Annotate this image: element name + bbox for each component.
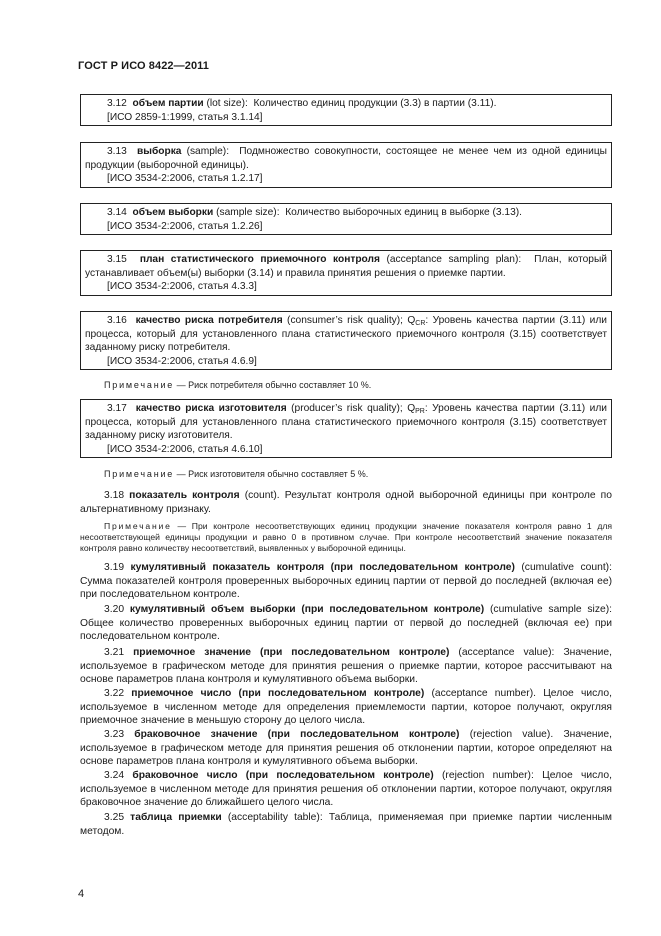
note-text: — Риск изготовителя обычно составляет 5 %. bbox=[176, 469, 369, 479]
term-title: качество риска потребителя bbox=[135, 315, 283, 326]
note-3-17 bbox=[104, 469, 612, 481]
term-english: (acceptance number). bbox=[431, 688, 536, 699]
term-box-3-15 bbox=[80, 250, 612, 296]
note-label: Примечание bbox=[104, 469, 175, 479]
term-title: кумулятивный объем выборки (при последовательном контроле) bbox=[129, 604, 485, 615]
page-number: 4 bbox=[78, 888, 85, 900]
note-text: — Риск потребителя обычно составляет 10 %. bbox=[176, 380, 372, 390]
term-3-19 bbox=[80, 561, 612, 602]
term-english: (count). bbox=[244, 490, 280, 501]
term-number: 3.14 bbox=[107, 207, 127, 218]
term-number: 3.19 bbox=[104, 562, 125, 573]
term-definition: Таблица, применяемая при приемке партии численным методом. bbox=[80, 812, 612, 837]
note-label: Примечание bbox=[104, 521, 172, 531]
term-definition: Сумма показателей контроля проверенных выборочных единиц партии от первой до последней (включая ее) при последовательном контроле. bbox=[80, 575, 612, 601]
term-box-3-17 bbox=[80, 399, 612, 458]
term-box-3-12 bbox=[80, 94, 612, 126]
term-reference: [ИСО 2859-1:1999, статья 3.1.14] bbox=[107, 111, 263, 123]
term-box-3-13 bbox=[80, 142, 612, 188]
term-title: выборка bbox=[137, 146, 182, 157]
term-reference: [ИСО 3534-2:2006, статья 1.2.17] bbox=[107, 173, 263, 184]
term-definition: : Уровень качества партии (3.11) или процесса, который для установленного плана статистического приемочного контроля (3.15) соответствует заданному риску потребителя. bbox=[85, 315, 607, 353]
term-english: (producer’s risk quality); Q bbox=[291, 403, 416, 414]
term-title: приемочное значение (при последовательном контроле) bbox=[133, 647, 450, 658]
term-title: приемочное число (при последовательном контроле) bbox=[131, 688, 425, 699]
note-label: Примечание bbox=[104, 380, 175, 390]
term-box-3-14 bbox=[80, 203, 612, 235]
term-title: браковочное число (при последовательном контроле) bbox=[132, 770, 434, 781]
term-definition: Значение, используемое в графическом методе для принятия решения об отклонении партии, которое определяют на основе параметров плана контроля и кумулятивного объема выборки. bbox=[80, 729, 612, 768]
term-definition: Результат контроля одной выборочной единицы при контроле по альтернативному признаку. bbox=[80, 490, 612, 515]
term-definition: Общее количество проверенных выборочных единиц партии от первой до последней (включая ее) при последовательном контроле. bbox=[80, 617, 612, 643]
note-3-16 bbox=[104, 380, 612, 392]
term-box-3-16 bbox=[80, 311, 612, 370]
term-number: 3.12 bbox=[107, 98, 127, 109]
term-title: таблица приемки bbox=[130, 812, 222, 823]
term-number: 3.20 bbox=[104, 604, 125, 615]
term-reference: [ИСО 3534-2:2006, статья 1.2.26] bbox=[107, 220, 263, 232]
term-3-18 bbox=[80, 489, 612, 516]
term-number: 3.23 bbox=[104, 729, 125, 740]
term-definition: Целое число, используемое в численном методе для определения приемлемости партии, которое получают, округляя приемочное значение в меньшую сторону до целого числа. bbox=[80, 688, 612, 727]
term-english: (lot size): bbox=[206, 98, 248, 109]
term-definition: Количество выборочных единиц в выборке (3.13). bbox=[285, 207, 522, 218]
term-3-22 bbox=[80, 687, 612, 728]
term-3-23 bbox=[80, 728, 612, 769]
term-number: 3.15 bbox=[107, 254, 127, 265]
term-number: 3.21 bbox=[104, 647, 125, 658]
term-3-25 bbox=[80, 811, 612, 838]
term-english: (cumulative sample size): bbox=[490, 604, 612, 615]
term-english: (sample size): bbox=[216, 207, 280, 218]
term-english: (acceptability table): bbox=[227, 812, 323, 823]
term-title: план статистического приемочного контроля bbox=[139, 254, 380, 265]
term-title: объем партии bbox=[132, 98, 204, 109]
term-definition: План, который устанавливает объем(ы) выборки (3.14) и правила принятия решения о приемке партии. bbox=[85, 254, 607, 279]
term-number: 3.25 bbox=[104, 812, 125, 823]
term-subscript: CR bbox=[415, 320, 426, 327]
term-english: (sample): bbox=[186, 146, 230, 157]
note-3-18 bbox=[80, 521, 612, 554]
term-title: браковочное значение (при последовательном контроле) bbox=[134, 729, 460, 740]
term-english: (acceptance sampling plan): bbox=[386, 254, 522, 265]
term-definition: Значение, используемое в графическом методе для принятия решения о приемке партии, которое рассчитывают на основе параметров плана контроля и кумулятивного объема выборки. bbox=[80, 647, 612, 686]
term-english: (cumulative count): bbox=[521, 562, 612, 573]
term-definition: Количество единиц продукции (3.3) в партии (3.11). bbox=[253, 98, 497, 109]
term-reference: [ИСО 3534-2:2006, статья 4.6.10] bbox=[107, 443, 263, 455]
term-3-21 bbox=[80, 646, 612, 687]
term-definition: Целое число, используемое в численном методе для принятия решения об отклонении партии, которое получают, округляя браковочное значение до ближайшего целого числа. bbox=[80, 770, 612, 809]
term-title: качество риска изготовителя bbox=[135, 403, 287, 414]
term-title: объем выборки bbox=[132, 207, 214, 218]
note-text: — При контроле несоответствующих единиц продукции значение показателя контроля равно 1 для несоответствующей единицы продукции и равно 0 в противном случае. При контроле несоответствий значение показателя контроля равно количеству несоответствий, выявленных у выборочной единицы. bbox=[80, 521, 613, 553]
term-english: (consumer’s risk quality); Q bbox=[287, 315, 416, 326]
term-reference: [ИСО 3534-2:2006, статья 4.3.3] bbox=[107, 281, 257, 292]
term-number: 3.18 bbox=[104, 490, 125, 501]
term-definition: Подмножество совокупности, состоящее не менее чем из одной единицы продукции (выборочной единицы). bbox=[85, 146, 607, 171]
term-english: (acceptance value): bbox=[458, 647, 555, 658]
term-title: кумулятивный показатель контроля (при последовательном контроле) bbox=[130, 562, 515, 573]
document-header: ГОСТ Р ИСО 8422—2011 bbox=[78, 60, 210, 72]
term-definition: : Уровень качества партии (3.11) или процесса, который для установленного плана статистического приемочного контроля (3.15) соответствует заданному риску изготовителя. bbox=[85, 403, 607, 441]
term-number: 3.17 bbox=[107, 403, 127, 414]
term-number: 3.22 bbox=[104, 688, 125, 699]
term-3-20 bbox=[80, 603, 612, 644]
term-number: 3.16 bbox=[107, 315, 127, 326]
term-number: 3.24 bbox=[104, 770, 125, 781]
term-subscript: PR bbox=[415, 408, 425, 415]
term-number: 3.13 bbox=[107, 146, 127, 157]
term-3-24 bbox=[80, 769, 612, 810]
term-english: (rejection value). bbox=[469, 729, 554, 740]
term-title: показатель контроля bbox=[129, 490, 240, 501]
term-reference: [ИСО 3534-2:2006, статья 4.6.9] bbox=[107, 355, 257, 367]
term-english: (rejection number): bbox=[441, 770, 534, 781]
